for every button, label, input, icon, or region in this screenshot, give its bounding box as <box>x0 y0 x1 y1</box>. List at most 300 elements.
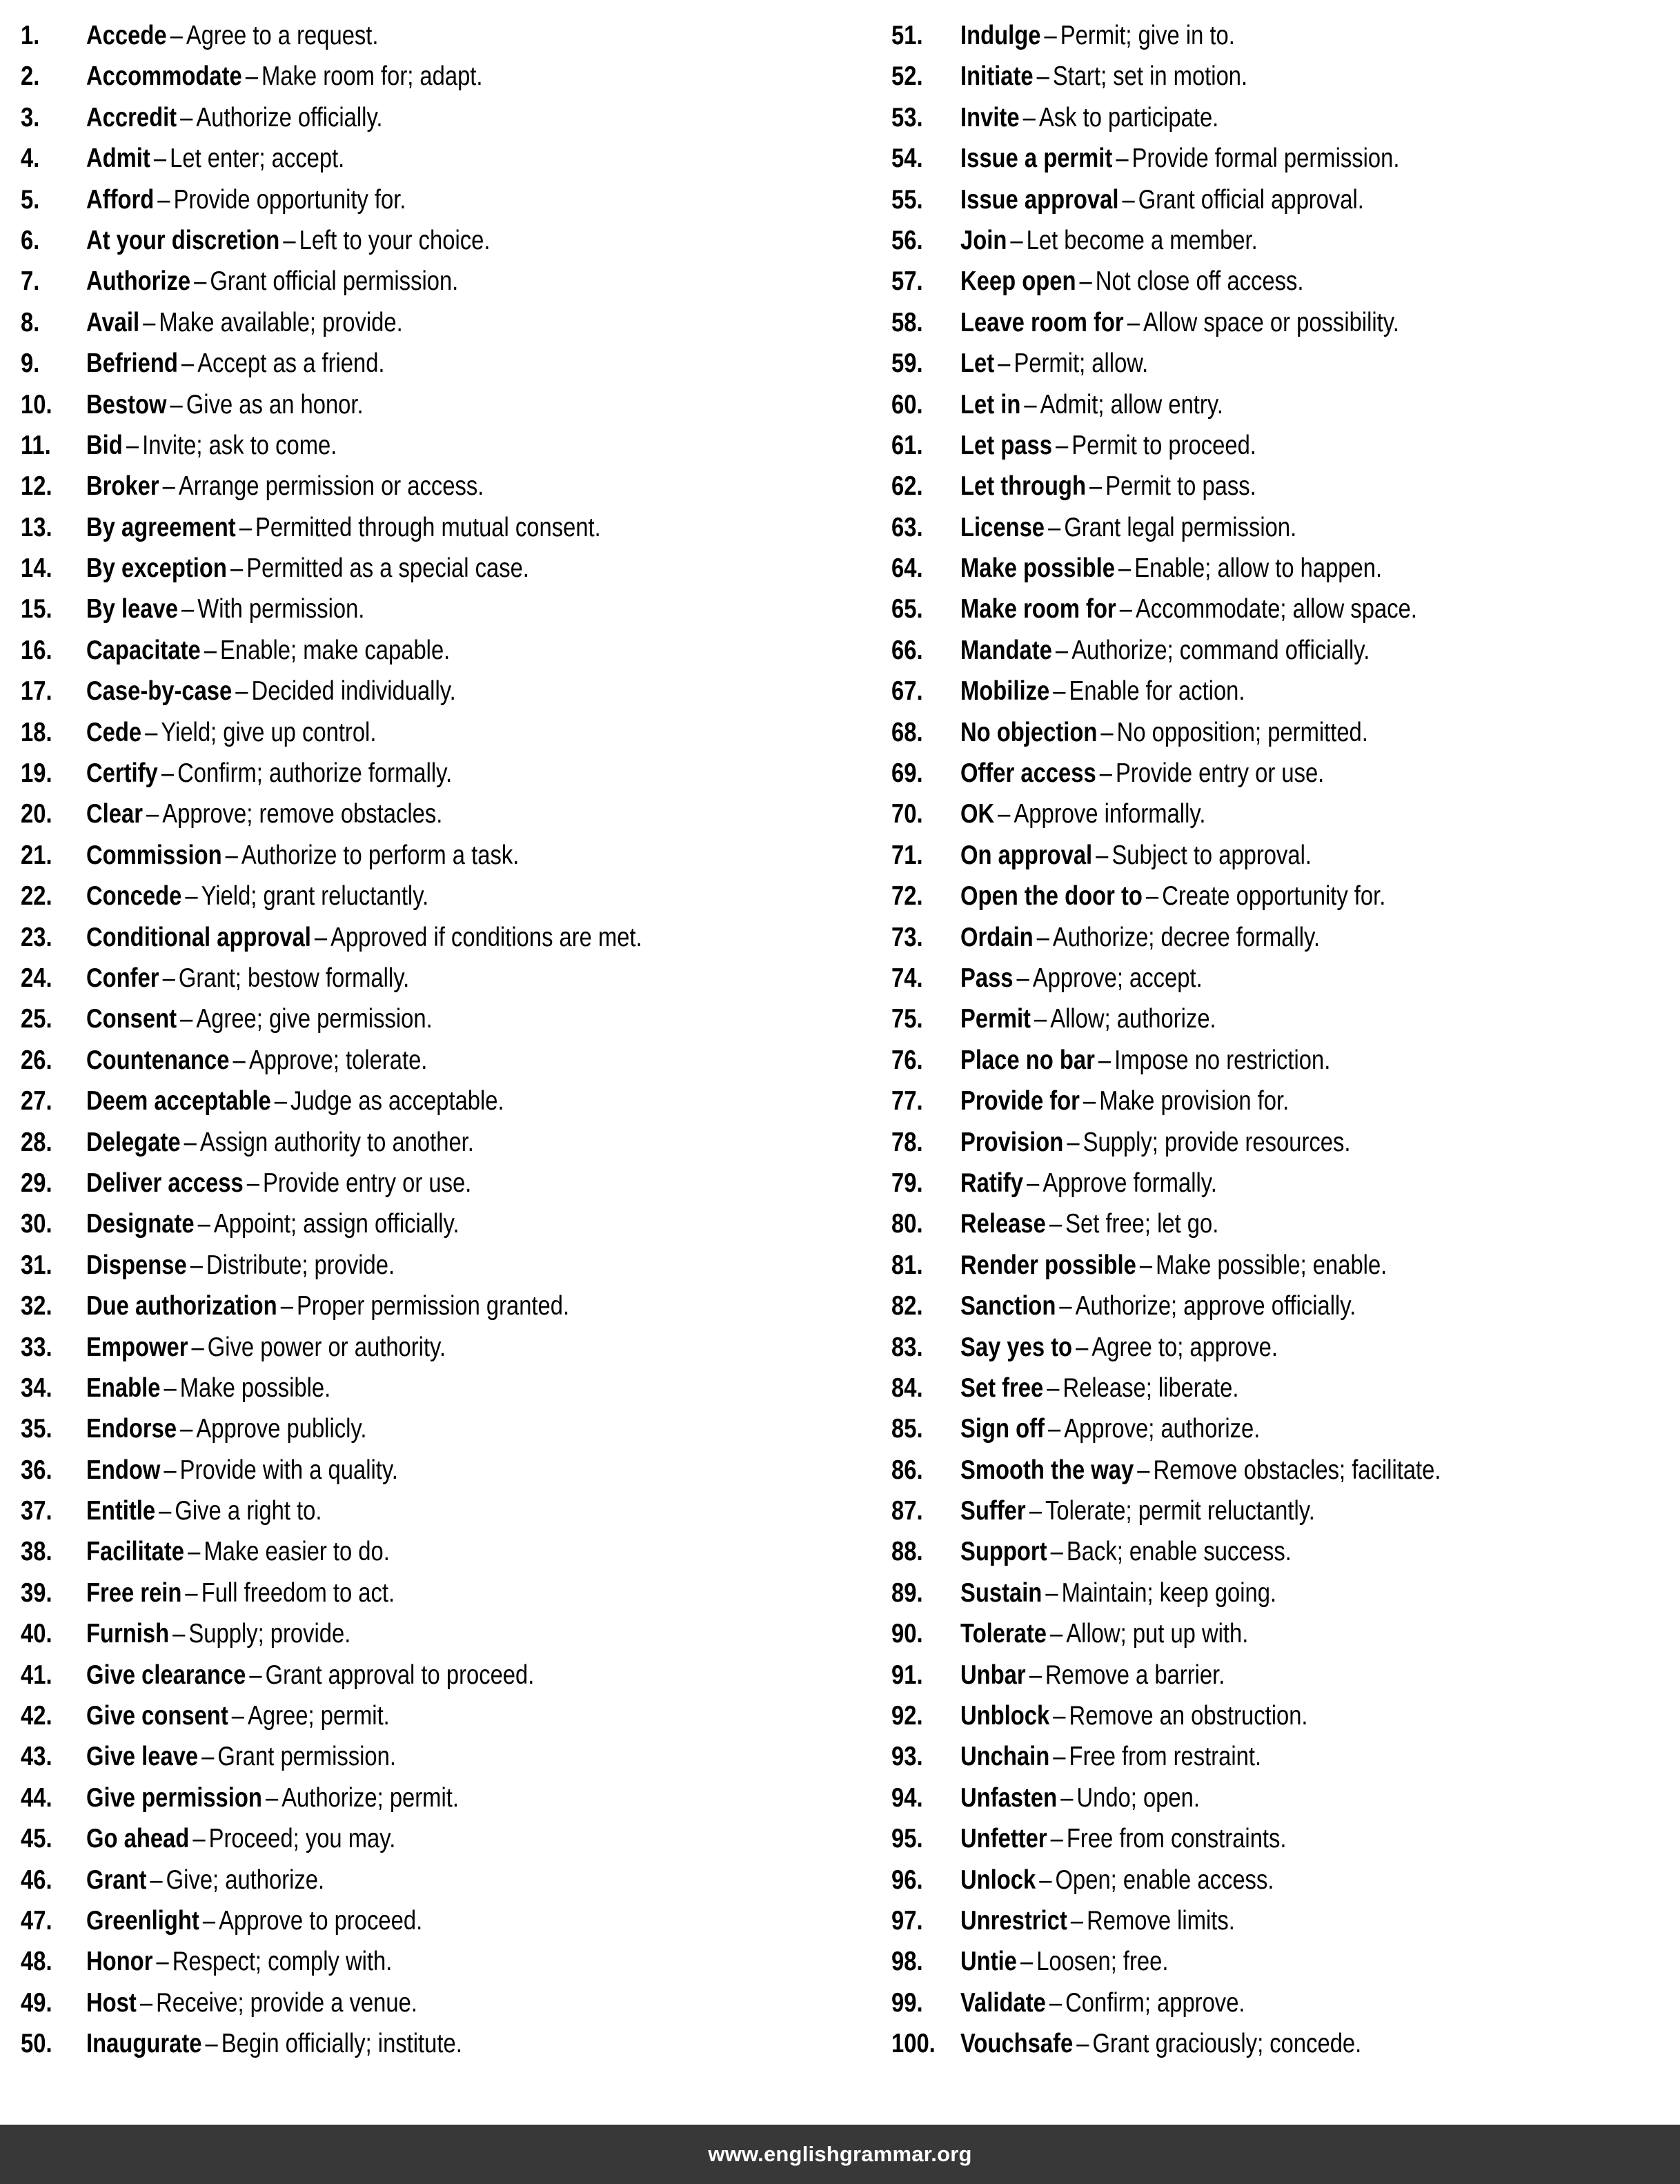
list-item <box>891 1695 1680 1736</box>
list-item <box>891 917 1680 958</box>
list-item-separator: – <box>159 1496 172 1526</box>
list-item-number: 68. <box>891 717 923 747</box>
list-item <box>891 1245 1680 1286</box>
list-item-number: 3. <box>21 102 40 132</box>
list-item-number: 27. <box>21 1086 52 1116</box>
list-item-number: 49. <box>21 1987 52 2018</box>
list-item-separator: – <box>139 1987 153 2018</box>
list-item-definition: Grant official permission. <box>210 266 459 297</box>
list-item-term: Admit <box>86 144 150 174</box>
list-item-definition: Provide entry or use. <box>1116 758 1325 789</box>
list-item-body <box>960 1655 1225 1695</box>
list-item <box>891 1040 1680 1081</box>
list-item-number: 43. <box>21 1742 52 1772</box>
list-item-separator: – <box>184 1127 197 1157</box>
list-item-separator: – <box>1053 676 1066 707</box>
list-item-body <box>86 179 406 220</box>
list-item-number: 59. <box>891 348 923 379</box>
list-item-separator: – <box>164 1455 177 1485</box>
list-item-term: Join <box>960 225 1007 255</box>
list-item-separator: – <box>170 21 183 50</box>
list-item <box>21 1286 862 1326</box>
list-item-number: 97. <box>891 1905 923 1936</box>
list-item-body <box>960 1573 1276 1613</box>
list-item-definition: Permitted as a special case. <box>246 553 529 584</box>
list-item-number: 4. <box>21 144 40 174</box>
list-item <box>21 630 862 671</box>
list-item <box>21 712 862 753</box>
list-item <box>891 179 1680 220</box>
list-item-separator: – <box>1079 266 1092 297</box>
list-item <box>891 835 1680 876</box>
list-item <box>21 1695 862 1736</box>
list-item-number: 17. <box>21 676 52 707</box>
list-item-body <box>960 1327 1278 1368</box>
list-item <box>891 1203 1680 1244</box>
list-item-term: Authorize <box>86 266 191 297</box>
list-item-number: 31. <box>21 1250 52 1280</box>
list-item-number: 12. <box>21 471 52 502</box>
list-item <box>21 1818 862 1859</box>
list-item-definition: Proceed; you may. <box>208 1824 396 1854</box>
list-item <box>21 384 862 425</box>
list-item-body <box>86 2023 462 2064</box>
list-item-term: Unrestrict <box>960 1905 1067 1936</box>
list-item-term: Provision <box>960 1127 1064 1157</box>
list-item <box>21 1163 862 1203</box>
list-item-term: Place no bar <box>960 1045 1095 1075</box>
list-item-number: 8. <box>21 307 40 337</box>
list-item-number: 35. <box>21 1414 52 1444</box>
list-item-number: 90. <box>891 1619 923 1649</box>
list-item-term: Invite <box>960 102 1020 132</box>
list-item-separator: – <box>197 1209 210 1239</box>
list-item-body <box>86 302 403 343</box>
list-item-definition: Proper permission granted. <box>296 1291 570 1321</box>
list-item-term: Sign off <box>960 1414 1045 1444</box>
list-item-separator: – <box>1099 758 1112 789</box>
list-item-definition: Loosen; free. <box>1036 1947 1169 1977</box>
list-item <box>891 1613 1680 1654</box>
list-item-term: Make possible <box>960 553 1115 584</box>
list-item-separator: – <box>185 881 198 912</box>
list-item-term: Open the door to <box>960 881 1143 912</box>
list-item-term: By leave <box>86 594 178 624</box>
list-item-number: 100. <box>891 2029 936 2059</box>
list-item-definition: Approve publicly. <box>196 1414 367 1444</box>
list-item-number: 70. <box>891 799 923 829</box>
list-item-body <box>86 97 383 138</box>
list-item-body <box>86 1163 471 1203</box>
list-item <box>891 1778 1680 1818</box>
list-item-body <box>960 302 1399 343</box>
list-item <box>21 1245 862 1286</box>
footer-bar <box>0 2125 1680 2184</box>
list-item-definition: Provide opportunity for. <box>173 184 406 215</box>
list-item-number: 15. <box>21 594 52 624</box>
list-item-separator: – <box>1096 840 1109 870</box>
list-item-term: Capacitate <box>86 635 201 665</box>
list-item-body <box>960 1408 1260 1449</box>
list-item-term: Greenlight <box>86 1905 199 1936</box>
list-item-number: 48. <box>21 1947 52 1977</box>
list-item-definition: Make easier to do. <box>204 1537 390 1567</box>
list-item-term: Free rein <box>86 1577 182 1608</box>
list-item-definition: Make possible; enable. <box>1156 1250 1387 1280</box>
list-item-definition: Enable; allow to happen. <box>1134 553 1383 584</box>
list-item-number: 6. <box>21 225 40 255</box>
list-item-term: Honor <box>86 1947 153 1977</box>
list-item-separator: – <box>190 1250 203 1280</box>
list-item-term: Confer <box>86 963 159 993</box>
list-item-separator: – <box>170 389 183 420</box>
list-item <box>891 998 1680 1039</box>
list-item-separator: – <box>1059 1291 1072 1321</box>
list-item-term: Issue approval <box>960 184 1119 215</box>
list-item-term: Release <box>960 1209 1046 1239</box>
list-item-number: 65. <box>891 594 923 624</box>
list-item-separator: – <box>150 1865 163 1895</box>
list-item-number: 67. <box>891 676 923 707</box>
list-item-number: 60. <box>891 389 923 420</box>
list-item-separator: – <box>1044 21 1057 50</box>
list-item-body <box>86 1450 398 1491</box>
list-item-separator: – <box>1089 471 1103 502</box>
list-item-number: 16. <box>21 635 52 665</box>
list-item-definition: Back; enable success. <box>1066 1537 1292 1567</box>
list-item <box>891 138 1680 179</box>
list-item-term: Offer access <box>960 758 1096 789</box>
list-item-separator: – <box>1053 1742 1066 1772</box>
list-item-separator: – <box>194 266 207 297</box>
list-item-number: 29. <box>21 1168 52 1198</box>
list-item-separator: – <box>1022 102 1036 132</box>
list-item-term: Give leave <box>86 1742 199 1772</box>
list-item <box>21 343 862 384</box>
list-item-separator: – <box>1076 2029 1089 2059</box>
list-item <box>21 1040 862 1081</box>
list-item-term: Designate <box>86 1209 195 1239</box>
list-item-term: Initiate <box>960 61 1034 92</box>
list-item-number: 57. <box>891 266 923 297</box>
list-item-term: Mandate <box>960 635 1052 665</box>
list-item-term: Tolerate <box>960 1619 1047 1649</box>
list-item-number: 25. <box>21 1004 52 1034</box>
list-item-definition: Give a right to. <box>175 1496 322 1526</box>
list-item-definition: Allow; authorize. <box>1050 1004 1216 1034</box>
list-item-separator: – <box>249 1660 262 1690</box>
list-item-definition: Tolerate; permit reluctantly. <box>1045 1496 1315 1526</box>
list-item-term: Endorse <box>86 1414 177 1444</box>
list-item <box>21 1531 862 1572</box>
list-item-body <box>86 1327 446 1368</box>
list-item-number: 86. <box>891 1455 923 1485</box>
list-item-body <box>86 753 452 794</box>
list-item <box>21 261 862 302</box>
list-item-separator: – <box>274 1086 287 1116</box>
list-item-definition: Remove an obstruction. <box>1069 1701 1308 1731</box>
list-item-definition: Yield; give up control. <box>161 717 377 747</box>
list-item-separator: – <box>239 512 252 542</box>
list-item <box>891 1941 1680 1982</box>
list-item-body <box>86 1286 569 1326</box>
list-item-term: Bid <box>86 430 123 460</box>
list-item-separator: – <box>191 1332 204 1362</box>
list-item <box>891 384 1680 425</box>
list-item-body <box>86 1040 427 1081</box>
list-item-separator: – <box>1029 1660 1042 1690</box>
list-item-separator: – <box>204 635 217 665</box>
list-item-term: Concede <box>86 881 182 912</box>
list-item-number: 72. <box>891 881 923 912</box>
list-item-definition: No opposition; permitted. <box>1116 717 1368 747</box>
list-item-term: Make room for <box>960 594 1116 624</box>
list-item-definition: With permission. <box>197 594 365 624</box>
list-item-term: Certify <box>86 758 158 789</box>
list-column-left <box>0 15 862 2065</box>
list-item-separator: – <box>161 758 175 789</box>
list-item-number: 53. <box>891 102 923 132</box>
list-item-separator: – <box>205 2029 218 2059</box>
list-item-body <box>86 261 458 302</box>
list-item-term: Support <box>960 1537 1047 1567</box>
list-item-body <box>960 835 1312 876</box>
list-item-number: 37. <box>21 1496 52 1526</box>
list-item-term: Keep open <box>960 266 1076 297</box>
list-item-separator: – <box>1049 1209 1063 1239</box>
list-item-body <box>960 1613 1248 1654</box>
list-item-number: 80. <box>891 1209 923 1239</box>
list-item-separator: – <box>1034 1004 1047 1034</box>
list-item-number: 11. <box>21 430 51 460</box>
list-item-number: 69. <box>891 758 923 789</box>
list-item <box>891 97 1680 138</box>
list-item-number: 18. <box>21 717 52 747</box>
list-item-body <box>86 1655 534 1695</box>
list-item-body <box>960 1368 1238 1408</box>
list-item-definition: Create opportunity for. <box>1162 881 1386 912</box>
list-item-term: Ordain <box>960 922 1034 952</box>
list-item-separator: – <box>188 1537 201 1567</box>
list-item-definition: Undo; open. <box>1076 1782 1200 1813</box>
list-item <box>21 917 862 958</box>
list-item-body <box>960 589 1417 629</box>
list-item-body <box>960 1245 1387 1286</box>
list-item-number: 81. <box>891 1250 923 1280</box>
list-item-definition: Respect; comply with. <box>172 1947 393 1977</box>
list-item-definition: Grant official approval. <box>1138 184 1364 215</box>
list-item-term: Sanction <box>960 1291 1056 1321</box>
list-item <box>891 1122 1680 1163</box>
list-item-term: Unfasten <box>960 1782 1058 1813</box>
list-item-number: 38. <box>21 1537 52 1567</box>
list-item-separator: – <box>1122 184 1135 215</box>
list-item-definition: Yield; grant reluctantly. <box>201 881 429 912</box>
list-item-separator: – <box>153 144 167 174</box>
list-item-term: Endow <box>86 1455 161 1485</box>
list-item-term: Host <box>86 1987 137 2018</box>
list-item-body <box>86 1736 396 1777</box>
list-item-body <box>86 15 379 56</box>
list-item-body <box>86 630 450 671</box>
list-item-separator: – <box>1053 1701 1066 1731</box>
list-item-term: Countenance <box>86 1045 230 1075</box>
list-item-definition: Approve formally. <box>1042 1168 1217 1198</box>
list-item-definition: Open; enable access. <box>1055 1865 1274 1895</box>
list-item-separator: – <box>1070 1905 1084 1936</box>
list-item-body <box>960 1286 1356 1326</box>
list-item-definition: Make room for; adapt. <box>261 61 483 92</box>
list-item-term: OK <box>960 799 995 829</box>
list-item-body <box>960 1818 1287 1859</box>
list-item <box>21 15 862 56</box>
list-item-separator: – <box>235 676 248 707</box>
list-item-definition: Arrange permission or access. <box>178 471 484 502</box>
list-item-body <box>86 917 642 958</box>
list-item <box>21 302 862 343</box>
list-item-separator: – <box>1145 881 1159 912</box>
list-item-definition: Permit; allow. <box>1014 348 1149 379</box>
list-item-definition: Supply; provide. <box>188 1619 351 1649</box>
list-item-term: Cede <box>86 717 142 747</box>
list-item-separator: – <box>1024 389 1037 420</box>
list-item-separator: – <box>233 1045 246 1075</box>
list-item-term: Deliver access <box>86 1168 244 1198</box>
list-item <box>891 1081 1680 1121</box>
list-item <box>21 548 862 589</box>
list-item-body <box>960 179 1364 220</box>
list-item-term: Indulge <box>960 21 1041 50</box>
list-item-definition: Grant graciously; concede. <box>1092 2029 1362 2059</box>
list-item <box>21 1573 862 1613</box>
list-item-term: Accommodate <box>86 61 242 92</box>
list-item-separator: – <box>1049 1987 1063 2018</box>
list-item-term: Deem acceptable <box>86 1086 271 1116</box>
list-item <box>891 876 1680 916</box>
list-item-term: Commission <box>86 840 222 870</box>
list-item-definition: Begin officially; institute. <box>221 2029 462 2059</box>
list-item-definition: Permit to proceed. <box>1071 430 1256 460</box>
list-item-term: At your discretion <box>86 225 280 255</box>
list-item-body <box>960 671 1245 711</box>
list-item-body <box>960 1736 1261 1777</box>
list-item-definition: Admit; allow entry. <box>1040 389 1223 420</box>
list-item-separator: – <box>180 1004 193 1034</box>
list-item-term: Unlock <box>960 1865 1036 1895</box>
list-item-body <box>86 1491 322 1531</box>
list-item-body <box>960 917 1320 958</box>
list-item-definition: Provide entry or use. <box>263 1168 472 1198</box>
list-item-definition: Enable; make capable. <box>220 635 451 665</box>
list-item-body <box>86 138 344 179</box>
list-item-separator: – <box>164 1373 177 1403</box>
list-item-separator: – <box>1029 1496 1042 1526</box>
list-item-number: 85. <box>891 1414 923 1444</box>
list-item-definition: Free from restraint. <box>1069 1742 1262 1772</box>
list-item-separator: – <box>1098 1045 1111 1075</box>
list-item-number: 41. <box>21 1660 52 1690</box>
list-item <box>21 56 862 97</box>
list-item-definition: Approve; tolerate. <box>248 1045 428 1075</box>
list-item-number: 46. <box>21 1865 52 1895</box>
list-item-term: By exception <box>86 553 227 584</box>
list-item <box>21 179 862 220</box>
list-item-separator: – <box>314 922 328 952</box>
list-item-separator: – <box>246 1168 259 1198</box>
list-item-number: 64. <box>891 553 923 584</box>
list-item-definition: Distribute; provide. <box>206 1250 395 1280</box>
list-item-number: 47. <box>21 1905 52 1936</box>
list-item <box>21 1122 862 1163</box>
list-item-definition: Grant; bestow formally. <box>178 963 410 993</box>
list-item-definition: Permit to pass. <box>1105 471 1256 502</box>
list-item-term: Let through <box>960 471 1086 502</box>
list-item-number: 50. <box>21 2029 52 2059</box>
list-item-term: Let <box>960 348 995 379</box>
list-item-body <box>86 998 433 1039</box>
list-item-term: Provide for <box>960 1086 1080 1116</box>
list-item <box>891 1655 1680 1695</box>
list-item-body <box>86 1613 350 1654</box>
list-item-term: Furnish <box>86 1619 170 1649</box>
list-item-body <box>86 958 409 998</box>
list-item <box>21 589 862 629</box>
list-item-number: 20. <box>21 799 52 829</box>
list-item-number: 91. <box>891 1660 923 1690</box>
list-item <box>891 548 1680 589</box>
list-item-body <box>960 1491 1315 1531</box>
list-item-body <box>960 1860 1274 1900</box>
list-item-definition: Supply; provide resources. <box>1083 1127 1351 1157</box>
list-item-definition: Left to your choice. <box>299 225 491 255</box>
list-item-term: Case-by-case <box>86 676 233 707</box>
list-item-body <box>960 56 1247 97</box>
list-item-term: Unchain <box>960 1742 1050 1772</box>
list-item-body <box>86 384 364 425</box>
list-item-separator: – <box>1060 1782 1074 1813</box>
list-item-term: Ratify <box>960 1168 1024 1198</box>
list-item-separator: – <box>1047 1373 1060 1403</box>
list-item-body <box>86 1860 324 1900</box>
list-item <box>21 1408 862 1449</box>
list-item-number: 42. <box>21 1701 52 1731</box>
list-item <box>891 1818 1680 1859</box>
list-item <box>21 507 862 548</box>
list-item-body <box>960 97 1218 138</box>
list-item-definition: Grant permission. <box>217 1742 396 1772</box>
list-item-number: 33. <box>21 1332 52 1362</box>
list-item-term: Due authorization <box>86 1291 277 1321</box>
list-item-number: 76. <box>891 1045 923 1075</box>
list-item-body <box>960 138 1399 179</box>
list-item <box>21 1368 862 1408</box>
list-item-term: Go ahead <box>86 1824 190 1854</box>
list-item-number: 92. <box>891 1701 923 1731</box>
list-item-term: Enable <box>86 1373 161 1403</box>
list-item-body <box>86 1573 395 1613</box>
list-item-definition: Approve; remove obstacles. <box>162 799 443 829</box>
list-item-separator: – <box>181 594 195 624</box>
list-item-body <box>86 794 442 834</box>
list-item-separator: – <box>245 61 259 92</box>
list-item-separator: – <box>1020 1947 1034 1977</box>
list-item-separator: – <box>1100 717 1114 747</box>
list-item-body <box>960 876 1385 916</box>
list-item-separator: – <box>1076 1332 1089 1362</box>
list-item-separator: – <box>1050 1537 1063 1567</box>
list-item-body <box>86 1408 366 1449</box>
list-item <box>891 1531 1680 1572</box>
